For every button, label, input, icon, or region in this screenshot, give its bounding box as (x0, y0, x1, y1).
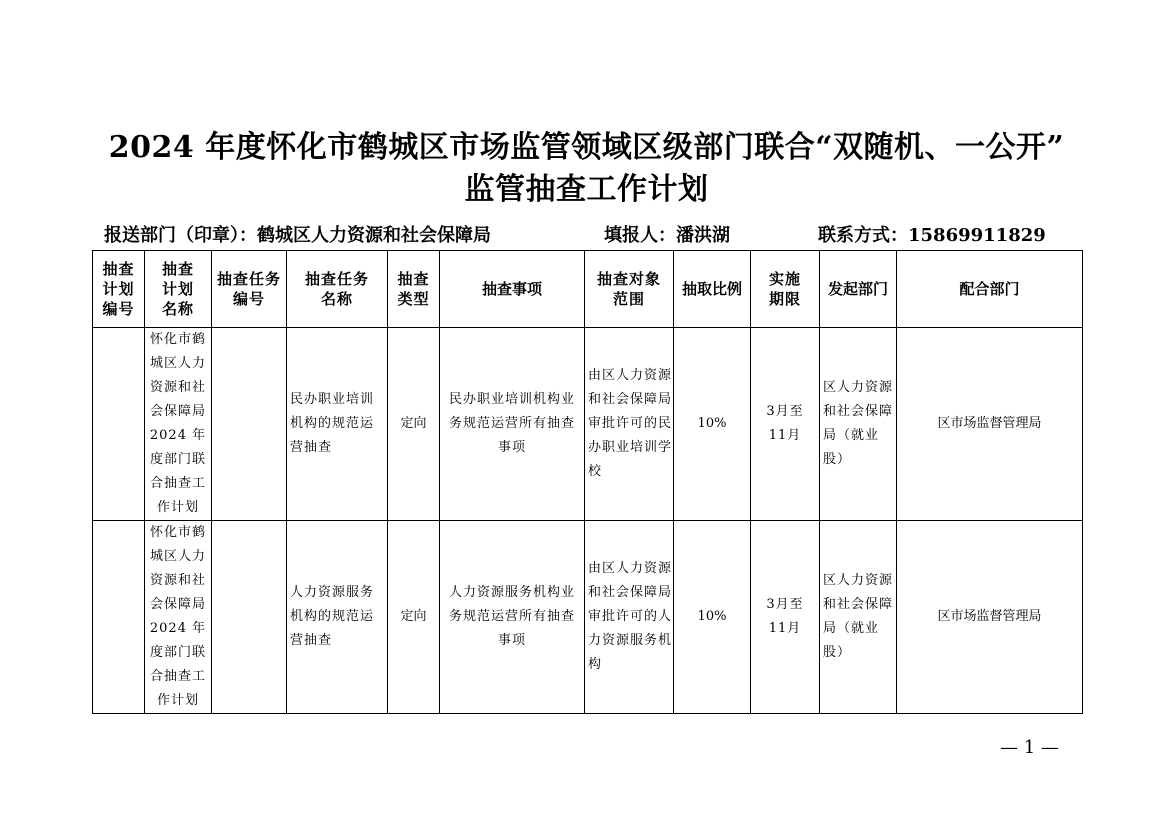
header-initiator: 发起部门 (820, 251, 897, 328)
reporting-department: 报送部门（印章）：鹤城区人力资源和社会保障局 (104, 225, 491, 246)
cell-matter: 人力资源服务机构业务规范运营所有抽查事项 (440, 521, 585, 714)
header-type: 抽查类型 (388, 251, 440, 328)
header-ratio: 抽取比例 (674, 251, 751, 328)
document-title-line-2: 监管抽查工作计划 (464, 172, 709, 207)
cell-initiator: 区人力资源和社会保障局（就业股） (820, 521, 897, 714)
cell-period: 3月至11月 (751, 328, 820, 521)
table-row (93, 328, 1083, 521)
cell-task-no (212, 328, 287, 521)
header-scope: 抽查对象范围 (585, 251, 674, 328)
cell-task-no (212, 521, 287, 714)
cell-plan-name: 怀化市鹤城区人力资源和社会保障局2024 年度部门联合抽查工作计划 (145, 521, 212, 714)
table-row (93, 521, 1083, 714)
contact-info: 联系方式：15869911829 (818, 225, 1046, 246)
cell-plan-no (93, 521, 145, 714)
header-plan-no: 抽查计划编号 (93, 251, 145, 328)
header-period: 实施期限 (751, 251, 820, 328)
cell-scope: 由区人力资源和社会保障局审批许可的人力资源服务机构 (585, 521, 674, 714)
header-plan-name: 抽查计划名称 (145, 251, 212, 328)
header-cooperator: 配合部门 (897, 251, 1083, 328)
table-header-row (93, 251, 1083, 328)
page-number: — 1 — (1000, 737, 1059, 758)
cell-ratio: 10% (674, 521, 751, 714)
header-task-no: 抽查任务编号 (212, 251, 287, 328)
inspection-plan-table (92, 250, 1083, 714)
cell-type: 定向 (388, 328, 440, 521)
header-task-name: 抽查任务名称 (287, 251, 388, 328)
document-title-line-1: 2024 年度怀化市鹤城区市场监管领域区级部门联合“双随机、一公开” (108, 130, 1065, 165)
cell-period: 3月至11月 (751, 521, 820, 714)
cell-ratio: 10% (674, 328, 751, 521)
cell-initiator: 区人力资源和社会保障局（就业股） (820, 328, 897, 521)
cell-task-name: 民办职业培训机构的规范运营抽查 (287, 328, 388, 521)
cell-cooperator: 区市场监督管理局 (897, 521, 1083, 714)
cell-plan-no (93, 328, 145, 521)
cell-matter: 民办职业培训机构业务规范运营所有抽查事项 (440, 328, 585, 521)
cell-scope: 由区人力资源和社会保障局审批许可的民办职业培训学校 (585, 328, 674, 521)
cell-task-name: 人力资源服务机构的规范运营抽查 (287, 521, 388, 714)
header-matter: 抽查事项 (440, 251, 585, 328)
cell-cooperator: 区市场监督管理局 (897, 328, 1083, 521)
form-filler: 填报人：潘洪湖 (604, 225, 730, 246)
cell-plan-name: 怀化市鹤城区人力资源和社会保障局2024 年度部门联合抽查工作计划 (145, 328, 212, 521)
cell-type: 定向 (388, 521, 440, 714)
